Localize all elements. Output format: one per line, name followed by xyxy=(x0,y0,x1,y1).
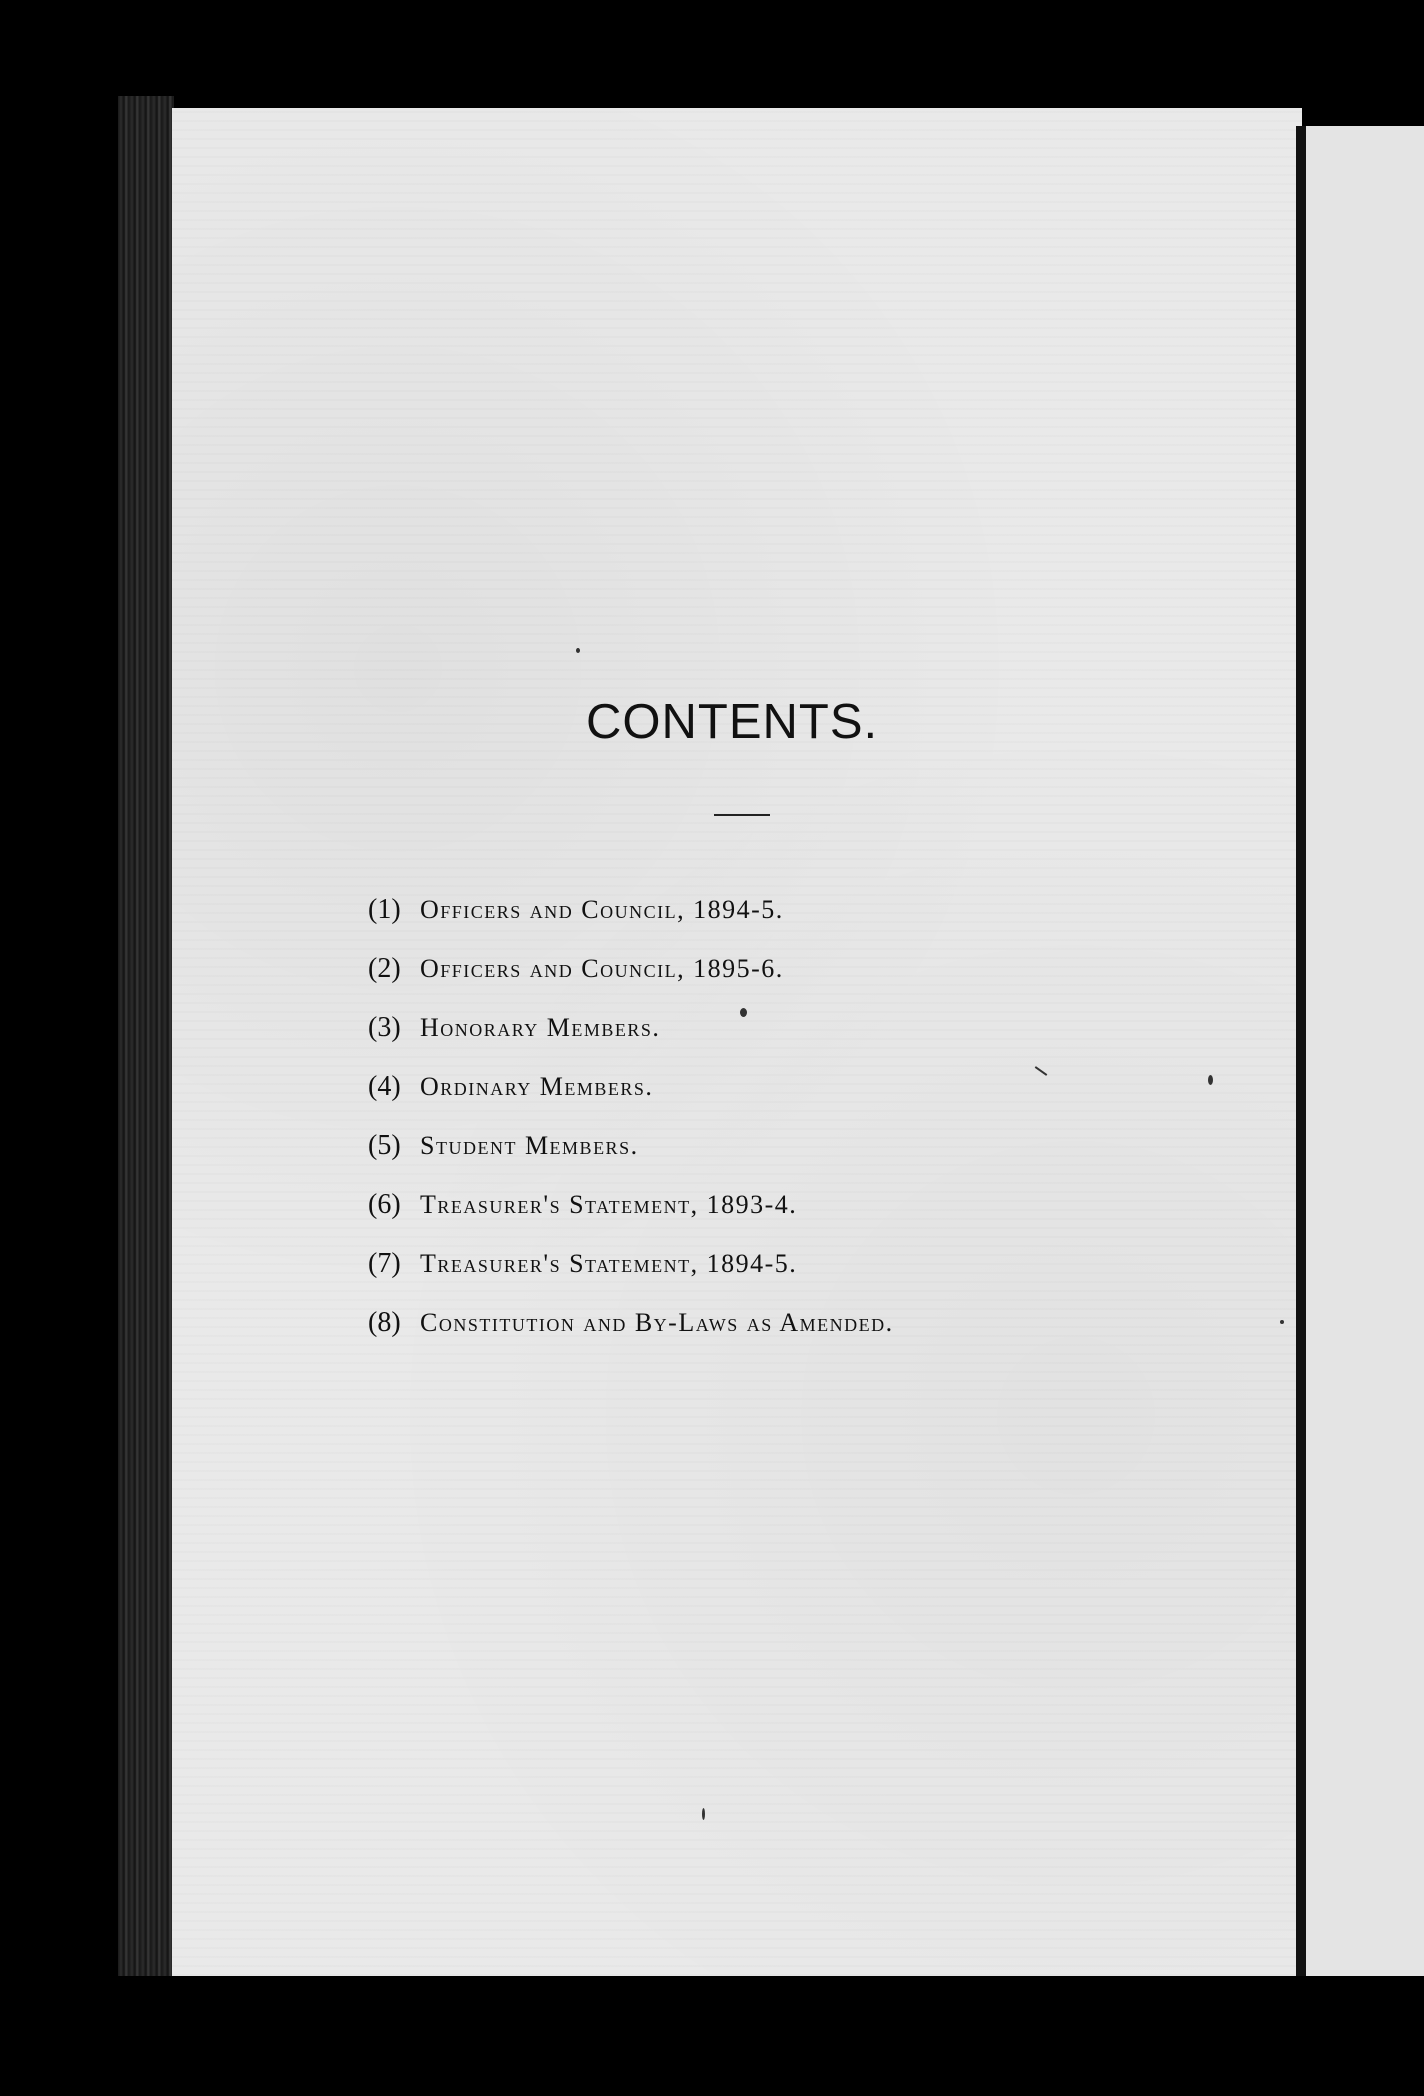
toc-item xyxy=(368,880,1068,939)
toc-item-number: (8) xyxy=(368,1306,401,1338)
toc-item-title: Ordinary Members. xyxy=(420,1071,654,1101)
dust-speck xyxy=(1208,1075,1213,1085)
toc-item-title: Constitution and By-Laws as Amended. xyxy=(420,1307,894,1337)
toc-item xyxy=(368,1293,1068,1352)
page-title: CONTENTS. xyxy=(586,695,879,749)
toc-item xyxy=(368,1234,1068,1293)
toc-item xyxy=(368,1116,1068,1175)
book-edge xyxy=(118,96,174,1976)
toc-item-title: Treasurer's Statement, 1894-5. xyxy=(420,1248,798,1278)
facing-page-edge xyxy=(1306,126,1424,1976)
toc-item-number: (6) xyxy=(368,1188,401,1220)
dust-speck xyxy=(1280,1320,1284,1324)
toc-item-number: (3) xyxy=(368,1011,401,1043)
toc-item-number: (7) xyxy=(368,1247,401,1279)
page-gutter xyxy=(1296,126,1306,1976)
toc-item xyxy=(368,1057,1068,1116)
table-of-contents xyxy=(368,880,1068,1352)
toc-item-number: (5) xyxy=(368,1129,401,1161)
toc-item-title: Student Members. xyxy=(420,1130,639,1160)
toc-item xyxy=(368,998,1068,1057)
dust-speck xyxy=(576,648,580,653)
toc-item xyxy=(368,939,1068,998)
toc-item-title: Officers and Council, 1894-5. xyxy=(420,894,784,924)
toc-item-number: (4) xyxy=(368,1070,401,1102)
title-rule xyxy=(714,814,770,816)
toc-item-number: (1) xyxy=(368,893,401,925)
toc-item-title: Honorary Members. xyxy=(420,1012,661,1042)
dust-speck xyxy=(702,1808,705,1820)
toc-item-title: Treasurer's Statement, 1893-4. xyxy=(420,1189,798,1219)
toc-item-title: Officers and Council, 1895-6. xyxy=(420,953,784,983)
toc-item xyxy=(368,1175,1068,1234)
toc-item-number: (2) xyxy=(368,952,401,984)
